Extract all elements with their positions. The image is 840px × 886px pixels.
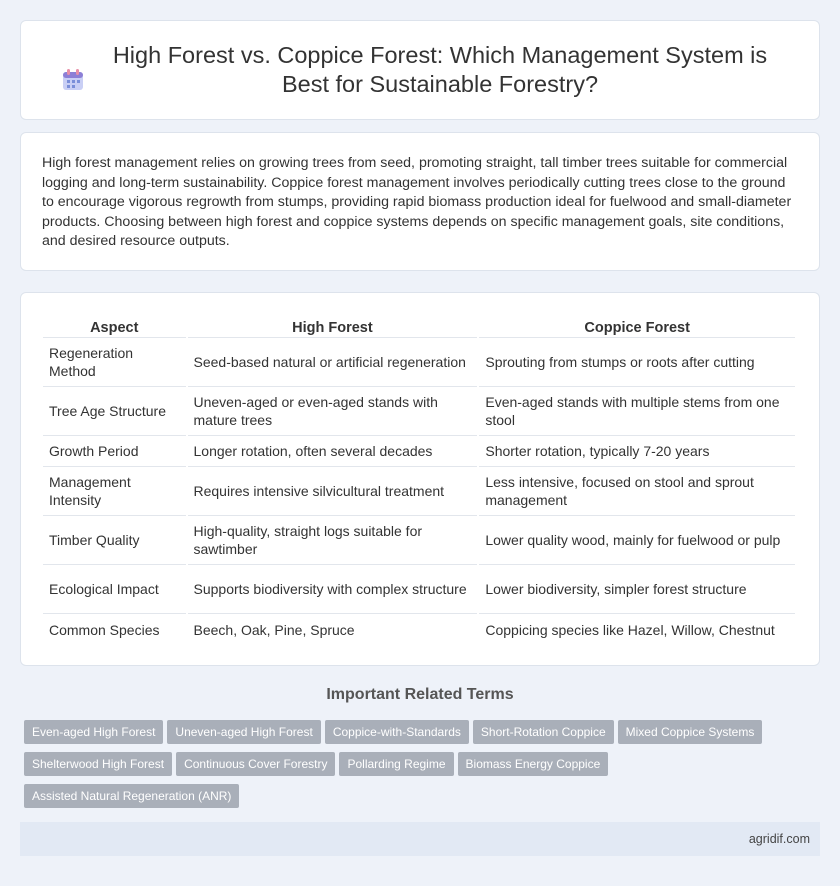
table-cell-coppice-forest: Even-aged stands with multiple stems from one stool [479, 387, 795, 436]
table-cell-coppice-forest: Lower biodiversity, simpler forest structure [479, 565, 795, 614]
table-row [43, 565, 795, 614]
table-cell-coppice-forest: Coppicing species like Hazel, Willow, Chestnut [485, 621, 775, 638]
table-cell-high-forest: Longer rotation, often several decades [188, 436, 478, 467]
table-row [43, 338, 795, 387]
table-cell-aspect: Common Species [49, 621, 160, 638]
table-cell-high-forest: Uneven-aged or even-aged stands with mature trees [188, 387, 478, 436]
related-terms-title: Important Related Terms [326, 686, 514, 703]
related-term-tag[interactable]: Even-aged High Forest [24, 720, 163, 744]
table-row [43, 516, 795, 565]
related-term-tag[interactable]: Biomass Energy Coppice [458, 752, 609, 776]
title-card [20, 20, 820, 120]
related-term-tag[interactable]: Continuous Cover Forestry [176, 752, 335, 776]
page-title: High Forest vs. Coppice Forest: Which Management System is Best for Sustainable Forestry? [112, 42, 768, 97]
table-row [43, 436, 795, 467]
table-cell-aspect: Ecological Impact [43, 565, 186, 614]
table-cell-high-forest: High-quality, straight logs suitable for sawtimber [188, 516, 478, 565]
table-row [43, 387, 795, 436]
table-cell-aspect: Timber Quality [43, 516, 186, 565]
table-cell-coppice-forest: Sprouting from stumps or roots after cutting [479, 338, 795, 387]
table-cell-aspect: Tree Age Structure [43, 387, 186, 436]
header-aspect: Aspect [43, 315, 186, 338]
header-high-forest: High Forest [188, 315, 478, 338]
table-row [43, 467, 795, 516]
related-term-tag[interactable]: Short-Rotation Coppice [473, 720, 614, 744]
related-term-tag[interactable]: Assisted Natural Regeneration (ANR) [24, 784, 239, 808]
footer-site-link[interactable]: agridif.com [748, 832, 810, 846]
related-terms-list [24, 720, 804, 816]
related-term-tag[interactable]: Pollarding Regime [339, 752, 453, 776]
table-row [43, 614, 795, 645]
header-coppice-forest: Coppice Forest [479, 315, 795, 338]
table-cell-aspect: Regeneration Method [43, 338, 186, 387]
table-cell-high-forest: Supports biodiversity with complex structure [188, 565, 478, 614]
table-cell-aspect: Growth Period [43, 436, 186, 467]
intro-paragraph: High forest management relies on growing trees from seed, promoting straight, tall timber trees suitable for commercial logging and long-term sustainability. Coppice forest management involves periodically cutting trees close to the ground to encourage vigorous regrowth from stumps, providing rapid biomass production ideal for fuelwood and small-diameter products. Choosing between high forest and coppice systems depends on specific management goals, site conditions, and desired resource outputs. [42, 155, 792, 250]
footer [20, 822, 820, 856]
table-cell-aspect: Management Intensity [43, 467, 186, 516]
table-cell-high-forest: Beech, Oak, Pine, Spruce [193, 621, 355, 638]
comparison-table-card [20, 292, 820, 666]
table-cell-high-forest: Requires intensive silvicultural treatment [188, 467, 478, 516]
table-cell-coppice-forest: Lower quality wood, mainly for fuelwood or pulp [479, 516, 795, 565]
related-term-tag[interactable]: Mixed Coppice Systems [618, 720, 763, 744]
related-term-tag[interactable]: Uneven-aged High Forest [167, 720, 320, 744]
intro-card [20, 132, 820, 271]
title-wrap [60, 41, 780, 99]
table-header-row [43, 315, 795, 338]
related-term-tag[interactable]: Coppice-with-Standards [325, 720, 469, 744]
table-cell-coppice-forest: Less intensive, focused on stool and sprout management [479, 467, 795, 516]
table-cell-coppice-forest: Shorter rotation, typically 7-20 years [479, 436, 795, 467]
related-term-tag[interactable]: Shelterwood High Forest [24, 752, 172, 776]
comparison-table [41, 315, 797, 645]
calendar-icon [60, 67, 86, 93]
table-cell-high-forest: Seed-based natural or artificial regeneration [188, 338, 478, 387]
